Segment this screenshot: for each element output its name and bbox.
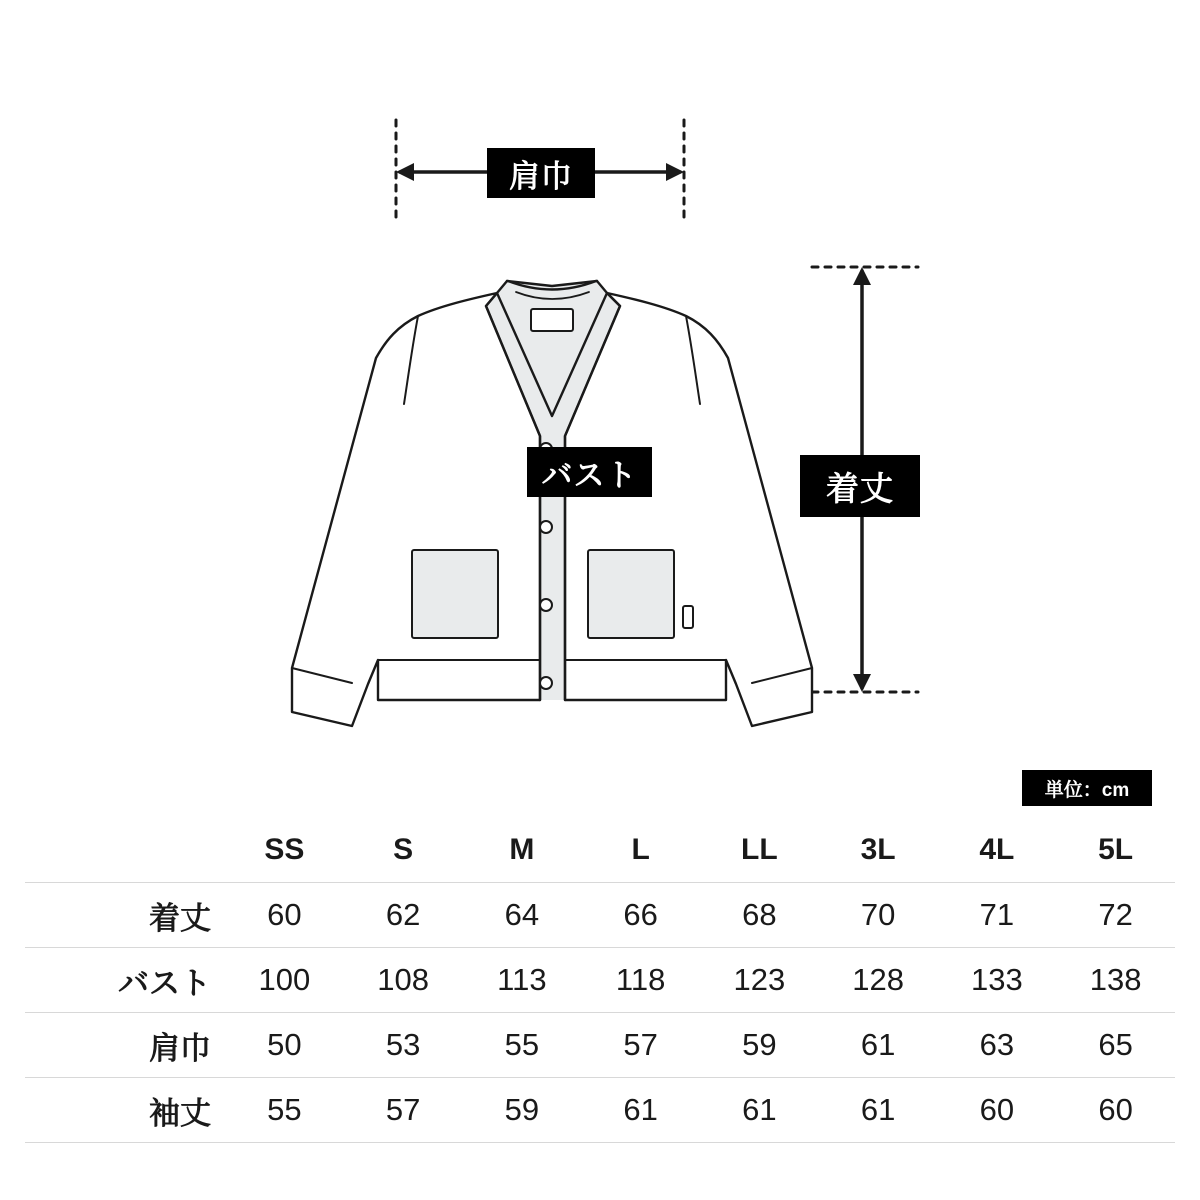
cell-sleeve-m: 59 xyxy=(504,1092,540,1127)
cell-length-l: 66 xyxy=(623,897,658,932)
table-row xyxy=(25,1013,1175,1078)
measurement-label-bust: バスト xyxy=(527,447,652,497)
cell-shoulder-m: 55 xyxy=(504,1027,540,1062)
cell-bust-s: 108 xyxy=(377,962,429,997)
cell-shoulder-5l: 65 xyxy=(1098,1027,1133,1062)
column-header-ss: SS xyxy=(264,833,305,866)
size-table xyxy=(25,818,1175,1143)
cell-shoulder-4l: 63 xyxy=(979,1027,1015,1062)
size-table-header xyxy=(25,818,1175,883)
table-corner-cell xyxy=(25,818,225,883)
column-header-5l: 5L xyxy=(1098,833,1134,866)
column-header-3l: 3L xyxy=(860,833,896,866)
column-header-ll: LL xyxy=(741,833,778,866)
cell-sleeve-l: 61 xyxy=(623,1092,658,1127)
cell-length-m: 64 xyxy=(504,897,540,932)
cell-length-s: 62 xyxy=(385,897,421,932)
row-header-length: 着丈 xyxy=(149,900,211,936)
cell-shoulder-l: 57 xyxy=(623,1027,658,1062)
cell-sleeve-ll: 61 xyxy=(742,1092,777,1127)
measurement-label-shoulder: 肩巾 xyxy=(487,148,595,198)
table-row xyxy=(25,883,1175,948)
cell-length-4l: 71 xyxy=(979,897,1015,932)
size-table-wrap xyxy=(0,818,1200,1143)
cell-sleeve-3l: 61 xyxy=(860,1092,896,1127)
row-header-shoulder: 肩巾 xyxy=(149,1030,211,1066)
cell-length-ss: 60 xyxy=(267,897,302,932)
cell-sleeve-s: 57 xyxy=(385,1092,421,1127)
cell-shoulder-ss: 50 xyxy=(267,1027,302,1062)
cell-sleeve-ss: 55 xyxy=(267,1092,302,1127)
cell-bust-ll: 123 xyxy=(733,962,786,997)
column-header-4l: 4L xyxy=(979,833,1015,866)
cell-bust-5l: 138 xyxy=(1089,962,1142,997)
row-header-sleeve: 袖丈 xyxy=(149,1095,211,1131)
cell-bust-l: 118 xyxy=(615,962,666,997)
cell-bust-4l: 133 xyxy=(971,962,1023,997)
cell-bust-3l: 128 xyxy=(852,962,904,997)
unit-badge: 単位：cm xyxy=(1022,770,1152,806)
table-row xyxy=(25,948,1175,1013)
cell-shoulder-s: 53 xyxy=(385,1027,421,1062)
cell-length-3l: 70 xyxy=(860,897,896,932)
cell-sleeve-4l: 60 xyxy=(979,1092,1015,1127)
table-row xyxy=(25,1078,1175,1143)
measurement-label-length: 着丈 xyxy=(800,455,920,517)
cell-bust-ss: 100 xyxy=(258,962,311,997)
cell-bust-m: 113 xyxy=(497,962,547,997)
cell-shoulder-ll: 59 xyxy=(742,1027,777,1062)
size-table-body xyxy=(25,883,1175,1143)
column-header-l: L xyxy=(631,833,650,866)
row-header-bust: バスト xyxy=(118,965,211,1001)
cell-length-ll: 68 xyxy=(742,897,777,932)
column-header-m: M xyxy=(509,833,535,866)
column-header-s: S xyxy=(393,833,414,866)
cell-sleeve-5l: 60 xyxy=(1098,1092,1133,1127)
cell-shoulder-3l: 61 xyxy=(860,1027,896,1062)
cell-length-5l: 72 xyxy=(1098,897,1133,932)
table-header-row xyxy=(25,818,1175,883)
